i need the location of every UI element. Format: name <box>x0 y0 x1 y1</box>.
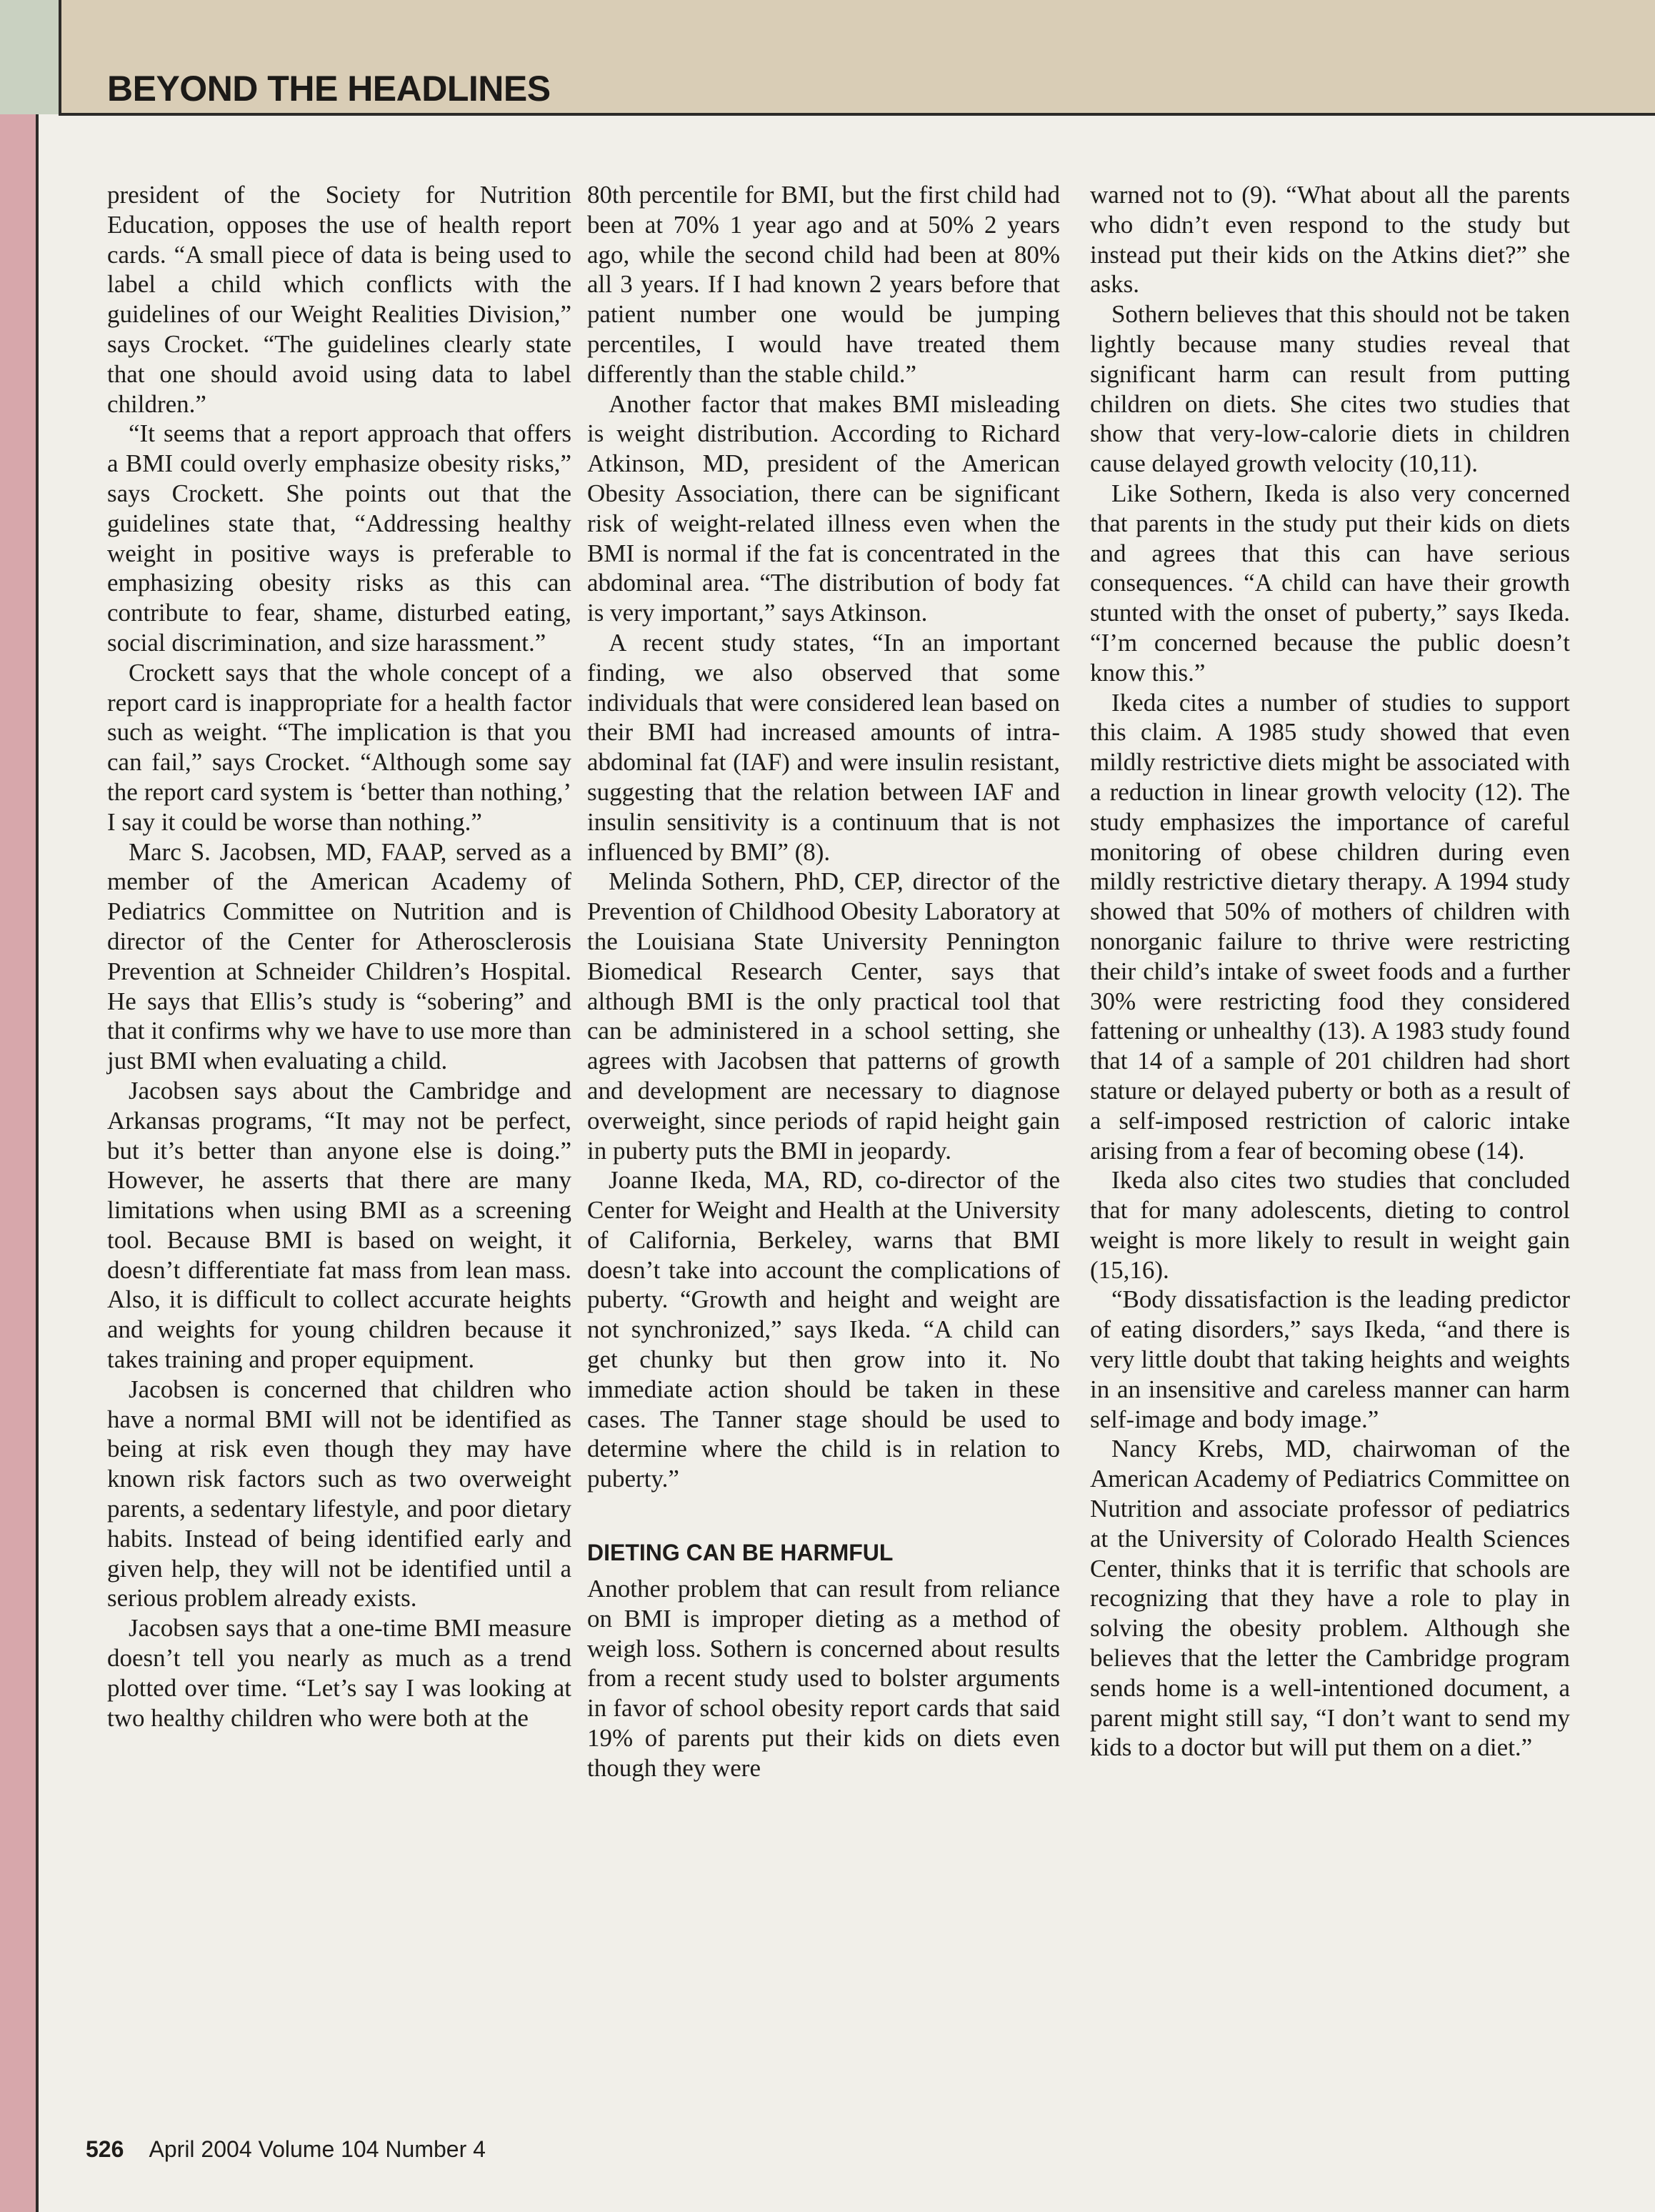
left-border-rule <box>36 114 39 2212</box>
paragraph: “It seems that a report approach that offers a BMI could overly emphasize obesity risks,” says Crockett. She points out that the guidelines state that, “Addressing healthy weight in positive ways is preferable to emphasizing obesity risks as this can contribute to fear, shame, disturbed eating, social discrimination, and size harassment.” <box>107 419 571 657</box>
article-column-2 <box>587 180 1060 1783</box>
paragraph: Ikeda also cites two studies that concluded that for many adolescents, dieting to control weight is more likely to result in weight gain (15,16). <box>1090 1166 1570 1284</box>
paragraph: Another problem that can result from reliance on BMI is improper dieting as a method of weigh loss. Sothern is concerned about results from a recent study used to bolster arguments in favor of school obesity report cards that said 19% of parents put their kids on diets even though they were <box>587 1575 1060 1782</box>
paragraph: Jacobsen says that a one-time BMI measure doesn’t tell you nearly as much as a trend plotted over time. “Let’s say I was looking at two healthy children who were both at the <box>107 1614 571 1732</box>
paragraph: Another factor that makes BMI misleading is weight distribution. According to Richard Atkinson, MD, president of the American Obesity Association, there can be significant risk of weight-related illness even when the BMI is normal if the fat is concentrated in the abdominal area. “The distribution of body fat is very important,” says Atkinson. <box>587 389 1060 627</box>
article-column-1 <box>107 180 571 1733</box>
header-left-rule <box>59 0 61 116</box>
corner-color-swatch <box>0 0 59 114</box>
paragraph: 80th percentile for BMI, but the first child had been at 70% 1 year ago and at 50% 2 years ago, while the second child had been at 80% all 3 years. If I had known 2 years before that patient number one would be jumping percentiles, I would have treated them differently than the stable child.” <box>587 181 1060 388</box>
issue-info: April 2004 Volume 104 Number 4 <box>149 2136 486 2162</box>
page-number: 526 <box>86 2136 124 2162</box>
paragraph: Melinda Sothern, PhD, CEP, director of the Prevention of Childhood Obesity Laboratory at the Louisiana State University Pennington Biomedical Research Center, says that although BMI is the only practical tool that can be administered in a school setting, she agrees with Jacobsen that patterns of growth and development are necessary to diagnose overweight, since periods of rapid height gain in puberty puts the BMI in jeopardy. <box>587 867 1060 1165</box>
paragraph: Jacobsen says about the Cambridge and Arkansas programs, “It may not be perfect, but it’s better than anyone else is doing.” However, he asserts that there are many limitations when using BMI as a screening tool. Because BMI is based on weight, it doesn’t differentiate fat mass from lean mass. Also, it is difficult to collect accurate heights and weights for young children because it takes training and proper equipment. <box>107 1076 571 1374</box>
header-bottom-rule <box>59 113 1655 116</box>
left-color-band <box>0 114 36 2212</box>
paragraph: Nancy Krebs, MD, chairwoman of the American Academy of Pediatrics Committee on Nutrition and associate professor of pediatrics at the University of Colorado Health Sciences Center, thinks that it is terrific that schools are recognizing that they have a role to play in solving the obesity problem. Although she believes that the letter the Cambridge program sends home is a well-intentioned document, a parent might still say, “I don’t want to send my kids to a doctor but will put them on a diet.” <box>1090 1435 1570 1762</box>
section-title: BEYOND THE HEADLINES <box>107 69 551 109</box>
subsection-heading: DIETING CAN BE HARMFUL <box>587 1540 894 1566</box>
paragraph: A recent study states, “In an important finding, we also observed that some individuals that were considered lean based on their BMI had increased amounts of intra-abdominal fat (IAF) and were insulin resistant, suggesting that the relation between IAF and insulin sensitivity is a continuum that is not influenced by BMI” (8). <box>587 628 1060 866</box>
paragraph: warned not to (9). “What about all the parents who didn’t even respond to the study but instead put their kids on the Atkins diet?” she asks. <box>1090 181 1570 299</box>
paragraph: Sothern believes that this should not be taken lightly because many studies reveal that significant harm can result from putting children on diets. She cites two studies that show that very-low-calorie diets in children cause delayed growth velocity (10,11). <box>1090 300 1570 478</box>
paragraph: Marc S. Jacobsen, MD, FAAP, served as a member of the American Academy of Pediatrics Committee on Nutrition and is director of the Center for Atherosclerosis Prevention at Schneider Children’s Hospital. He says that Ellis’s study is “sobering” and that it confirms why we have to use more than just BMI when evaluating a child. <box>107 837 571 1075</box>
paragraph: president of the Society for Nutrition Education, opposes the use of health report cards. “A small piece of data is being used to label a child which conflicts with the guidelines of our Weight Realities Division,” says Crocket. “The guidelines clearly state that one should avoid using data to label children.” <box>107 181 571 418</box>
paragraph: Like Sothern, Ikeda is also very concerned that parents in the study put their kids on diets and agrees that this can have serious consequences. “A child can have their growth stunted with the onset of puberty,” says Ikeda. “I’m concerned because the public doesn’t know this.” <box>1090 479 1570 687</box>
paragraph: Jacobsen is concerned that children who have a normal BMI will not be identified as being at risk even though they may have known risk factors such as two overweight parents, a sedentary lifestyle, and poor dietary habits. Instead of being identified early and given help, they will not be identified until a serious problem already exists. <box>107 1375 571 1613</box>
paragraph: “Body dissatisfaction is the leading predictor of eating disorders,” says Ikeda, “and there is very little doubt that taking heights and weights in an insensitive and careless manner can harm self-image and body image.” <box>1090 1285 1570 1433</box>
paragraph: Crockett says that the whole concept of a report card is inappropriate for a health factor such as weight. “The implication is that you can fail,” says Crocket. “Although some say the report card system is ‘better than nothing,’ I say it could be worse than nothing.” <box>107 658 571 836</box>
paragraph: Joanne Ikeda, MA, RD, co-director of the Center for Weight and Health at the University of California, Berkeley, warns that BMI doesn’t take into account the complications of puberty. “Growth and height and weight are not synchronized,” says Ikeda. “A child can get chunky but then grow into it. No immediate action should be taken in these cases. The Tanner stage should be used to determine where the child is in relation to puberty.” <box>587 1166 1060 1493</box>
article-column-3 <box>1090 180 1570 1763</box>
paragraph: Ikeda cites a number of studies to support this claim. A 1985 study showed that even mildly restrictive diets might be associated with a reduction in linear growth velocity (12). The study emphasizes the importance of careful monitoring of obese children during even mildly restrictive dietary therapy. A 1994 study showed that 50% of mothers of children with nonorganic failure to thrive were restricting their child’s intake of sweet foods and a further 30% were restricting food they considered fattening or unhealthy (13). A 1983 study found that 14 of a sample of 201 children had short stature or delayed puberty or both as a result of a self-imposed restriction of caloric intake arising from a fear of becoming obese (14). <box>1090 688 1570 1165</box>
page-footer <box>86 2135 486 2163</box>
